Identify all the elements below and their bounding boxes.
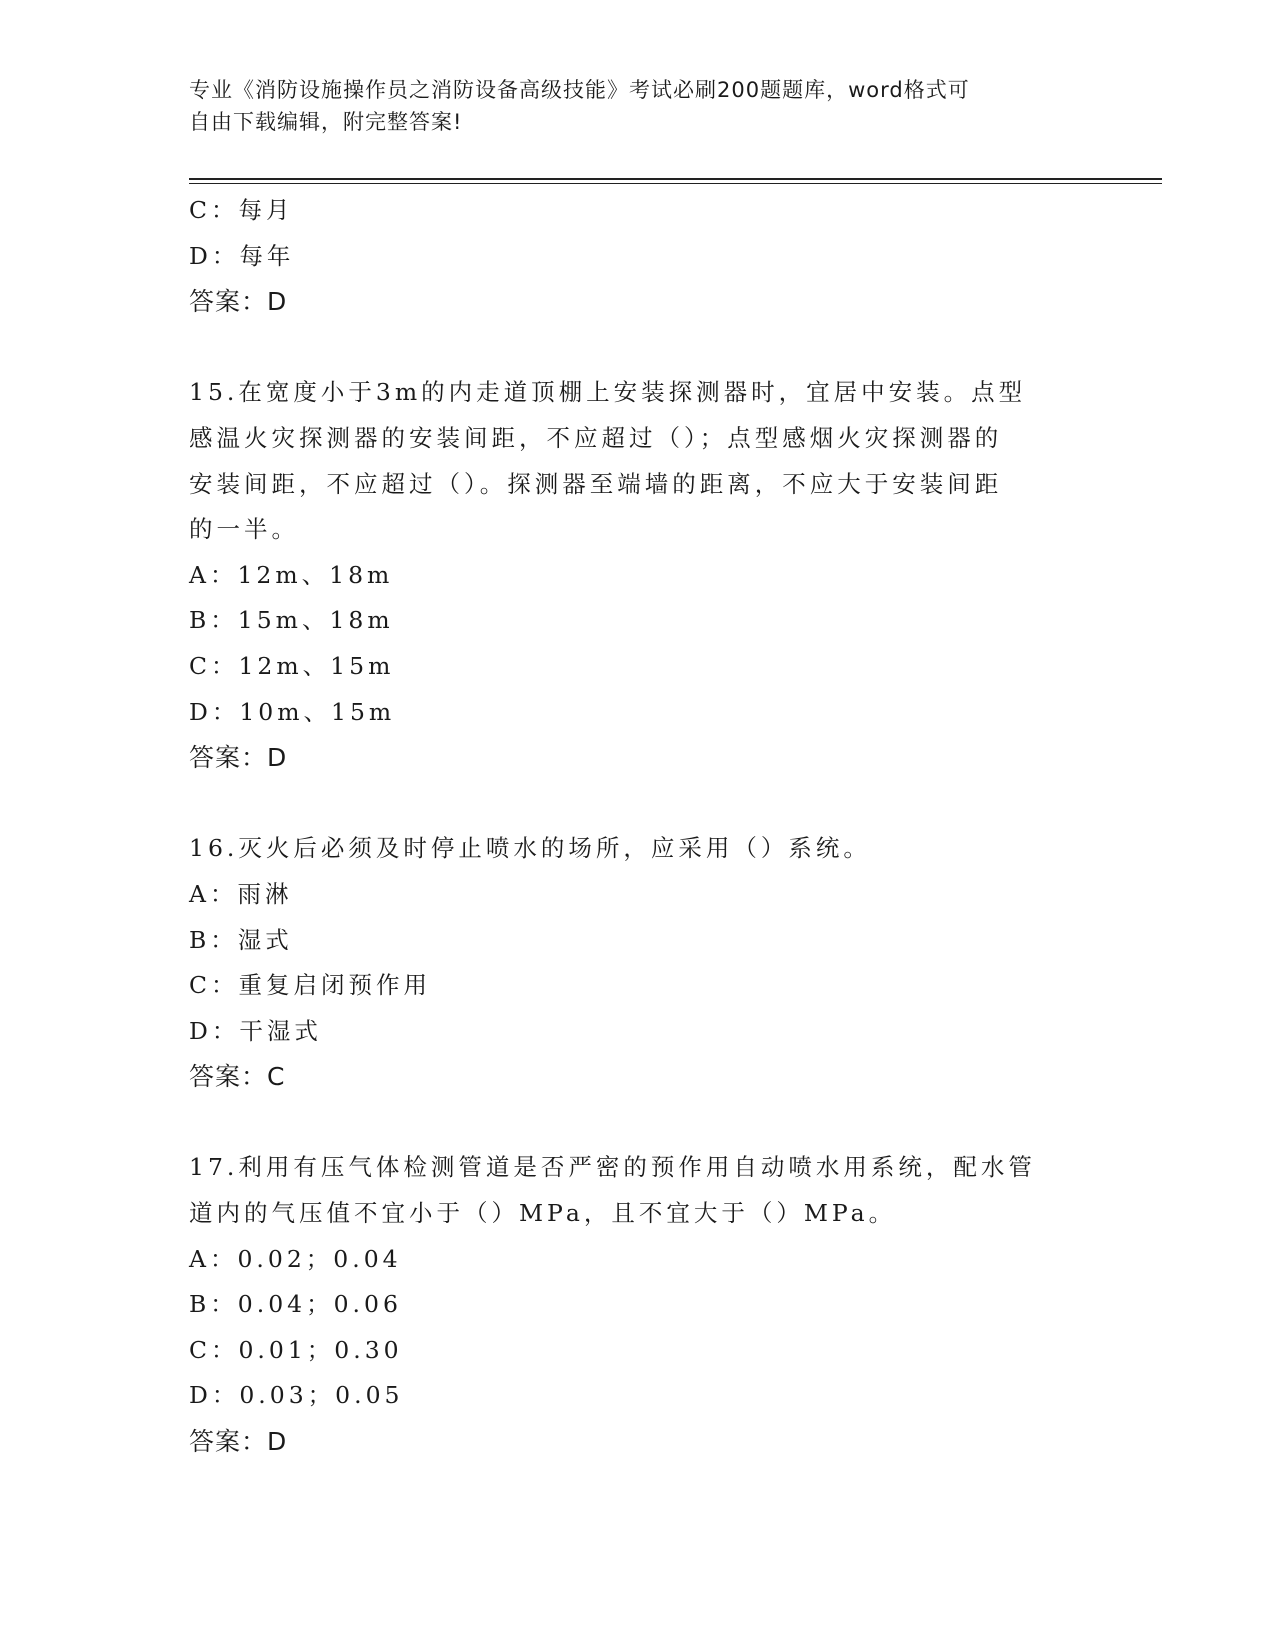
header-line-2: 自由下载编辑，附完整答案! [189, 110, 463, 134]
question-stem-line: 的一半。 [189, 515, 299, 544]
option-b: B：湿式 [189, 925, 293, 954]
header-divider-thin [189, 183, 1162, 184]
option-d: D：10m、15m [189, 697, 396, 726]
document-header [189, 74, 1079, 138]
question-stem-line: 17.利用有压气体检测管道是否严密的预作用自动喷水用系统，配水管 [189, 1153, 1036, 1182]
question-stem-line: 安装间距，不应超过（）。探测器至端墙的距离，不应大于安装间距 [189, 469, 1003, 498]
option-b: B：0.04；0.06 [189, 1290, 402, 1319]
option-c: C：重复启闭预作用 [189, 971, 431, 1000]
spacer [189, 781, 1089, 827]
question-17 [189, 1145, 1089, 1464]
question-stem-line: 16.灭火后必须及时停止喷水的场所，应采用（）系统。 [189, 834, 871, 863]
header-divider-thick [189, 178, 1162, 180]
question-stem-line: 15.在宽度小于3m的内走道顶棚上安装探测器时，宜居中安装。点型 [189, 378, 1027, 407]
question-stem-line: 感温火灾探测器的安装间距，不应超过（）；点型感烟火灾探测器的 [189, 423, 1003, 452]
option-c: C：每月 [189, 196, 294, 224]
answer: 答案：D [189, 1427, 288, 1457]
option-d: D：每年 [189, 241, 295, 270]
option-d: D：干湿式 [189, 1016, 322, 1045]
header-line-1: 专业《消防设施操作员之消防设备高级技能》考试必刷200题题库，word格式可 [189, 78, 970, 102]
option-a: A：0.02；0.04 [189, 1244, 402, 1273]
question-14-tail [189, 188, 1089, 325]
option-a: A：12m、18m [189, 560, 394, 589]
question-16 [189, 826, 1089, 1100]
option-d: D：0.03；0.05 [189, 1381, 404, 1410]
spacer [189, 325, 1089, 371]
answer: 答案：C [189, 1062, 286, 1092]
option-a: A：雨淋 [189, 879, 293, 908]
option-c: C：12m、15m [189, 651, 395, 680]
question-15 [189, 370, 1089, 780]
question-stem-line: 道内的气压值不宜小于（）MPa，且不宜大于（）MPa。 [189, 1199, 897, 1228]
spacer [189, 1100, 1089, 1146]
answer: 答案：D [189, 287, 288, 317]
option-b: B：15m、18m [189, 606, 394, 635]
answer: 答案：D [189, 743, 288, 773]
option-c: C：0.01；0.30 [189, 1335, 403, 1364]
question-list [189, 188, 1089, 1465]
